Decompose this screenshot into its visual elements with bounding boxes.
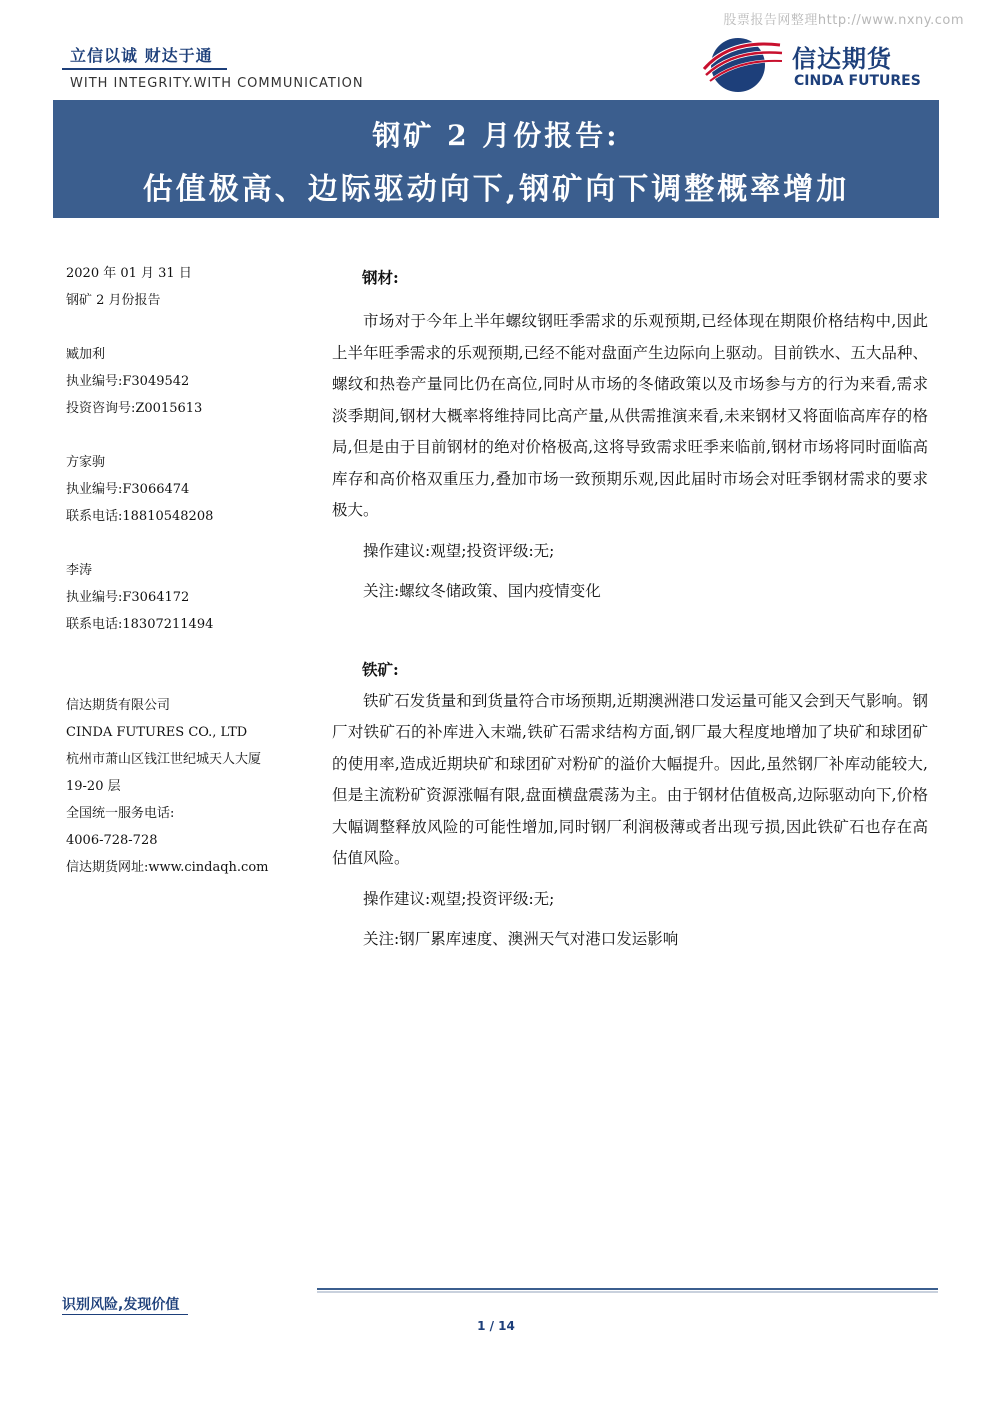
logo-text-en: CINDA FUTURES [794, 73, 921, 89]
company-name-cn: 信达期货有限公司 [66, 698, 171, 713]
analyst-detail: 执业编号:F3049542 [66, 374, 190, 389]
analyst-detail: 联系电话:18307211494 [66, 617, 214, 632]
slogan-en: WITH INTEGRITY.WITH COMMUNICATION [70, 76, 364, 91]
page-number: 1 / 14 [477, 1319, 515, 1333]
section-body-steel: 市场对于今年上半年螺纹钢旺季需求的乐观预期,已经体现在期限价格结构中,因此上半年旺季需求的乐观预期,已经不能对盘面产生边际向上驱动。目前铁水、五大品种、螺纹和热卷产量同比仍在高位,同时从市场的冬储政策以及市场参与方的行为来看,需求淡季期间,钢材大概率将维持同比高产量,从供需推演来看,未来钢材又将面临高库存的格局,但是由于目前钢材的绝对价格极高,这将导致需求旺季来临前,钢材市场将同时面临高库存和高价格双重压力,叠加市场一致预期乐观,因此届时市场会对旺季钢材需求的要求极大。 [332, 312, 928, 519]
analyst-detail: 执业编号:F3066474 [66, 482, 190, 497]
report-title-line2: 估值极高、边际驱动向下,钢矿向下调整概率增加 [142, 172, 850, 207]
main-content [332, 266, 928, 956]
analyst-name: 李涛 [66, 563, 93, 578]
section-body-iron-ore: 铁矿石发货量和到货量符合市场预期,近期澳洲港口发运量可能又会到天气影响。钢厂对铁矿石的补库进入末端,铁矿石需求结构方面,钢厂最大程度地增加了块矿和球团矿的使用率,造成近期块矿和球团矿对粉矿的溢价大幅提升。因此,虽然钢厂补库动能较大,但是主流粉矿资源涨幅有限,盘面横盘震荡为主。由于钢材估值极高,边际驱动向下,价格大幅调整释放风险的可能性增加,同时钢厂利润极薄或者出现亏损,因此铁矿石也存在高估值风险。 [332, 691, 928, 867]
company-website: 信达期货网址:www.cindaqh.com [66, 860, 269, 875]
company-address: 19-20 层 [66, 779, 121, 794]
company-logo [700, 35, 940, 95]
operation-advice: 操作建议:观望;投资评级:无; [363, 541, 555, 560]
footer-divider [317, 1288, 938, 1290]
company-name-en: CINDA FUTURES CO., LTD [66, 725, 248, 740]
report-date: 2020 年 01 月 31 日 [66, 266, 192, 281]
company-address: 杭州市萧山区钱江世纪城天人大厦 [66, 752, 262, 767]
report-title-line1: 钢矿 2 月份报告: [372, 119, 620, 152]
footer-tagline-underline [62, 1314, 188, 1315]
analyst-name: 方家驹 [66, 455, 106, 470]
analyst-detail: 投资咨询号:Z0015613 [66, 401, 203, 416]
focus-points: 关注:螺纹冬储政策、国内疫情变化 [363, 582, 601, 600]
slogan-divider [62, 68, 227, 70]
footer-tagline: 识别风险,发现价值 [62, 1297, 180, 1313]
hotline-number: 4006-728-728 [66, 833, 158, 848]
title-banner [53, 100, 939, 218]
sidebar [66, 260, 326, 881]
slogan-cn: 立信以诚 财达于通 [70, 46, 213, 65]
operation-advice: 操作建议:观望;投资评级:无; [363, 889, 555, 908]
section-title-steel: 钢材: [362, 268, 399, 287]
focus-points: 关注:钢厂累库速度、澳洲天气对港口发运影响 [363, 930, 679, 948]
report-name: 钢矿 2 月份报告 [66, 293, 161, 308]
watermark: 股票报告网整理http://www.nxny.com [723, 13, 964, 28]
analyst-name: 臧加利 [66, 347, 106, 362]
analyst-detail: 联系电话:18810548208 [66, 509, 214, 524]
cinda-logo-icon [700, 35, 784, 93]
logo-text-cn: 信达期货 [792, 45, 892, 73]
page-header [0, 0, 992, 100]
footer-divider-shadow [317, 1291, 938, 1293]
analyst-detail: 执业编号:F3064172 [66, 590, 190, 605]
section-title-iron-ore: 铁矿: [362, 659, 399, 679]
hotline-label: 全国统一服务电话: [66, 806, 175, 821]
